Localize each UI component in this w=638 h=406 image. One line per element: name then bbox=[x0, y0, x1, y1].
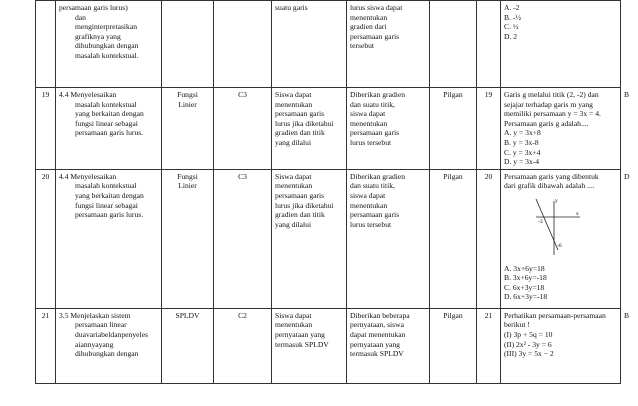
question-line: D. 2 bbox=[504, 31, 518, 41]
indikator-line: persamaan garis bbox=[275, 109, 325, 119]
cell-no-soal: 20 bbox=[477, 169, 501, 308]
cell-kd bbox=[56, 1, 162, 88]
cell-no: 20 bbox=[36, 169, 56, 308]
stimulus-line: menentukan bbox=[350, 200, 388, 210]
cell-stimulus bbox=[347, 88, 430, 170]
stimulus-line: persamaan garis bbox=[350, 128, 400, 138]
kd-line: fungsi linear sebagai bbox=[75, 118, 138, 128]
question-text-line: Persamaan garis yang dibentuk bbox=[504, 171, 599, 181]
indikator-line: gradien dan titik bbox=[275, 128, 325, 138]
indikator-line: menentukan bbox=[275, 320, 313, 330]
question-line: D. 6x+3y=-18 bbox=[504, 292, 548, 302]
kd-line: menginterpretasikan bbox=[75, 22, 137, 32]
question-line: B. y = 3x-8 bbox=[504, 137, 539, 147]
kd-line: 4.4 Menyelesaikan bbox=[59, 171, 117, 181]
stimulus-line: siswa dapat bbox=[350, 109, 386, 119]
question-line: memiliki persamaan y = 3x = 4. bbox=[504, 109, 601, 119]
kd-line: 4.4 Menyelesaikan bbox=[59, 90, 117, 99]
materi-line: Linier bbox=[178, 99, 197, 109]
indikator-line: yang dilalui bbox=[275, 137, 312, 147]
question-line: A. -2 bbox=[504, 3, 520, 12]
kd-line: masalah kontekstual bbox=[75, 181, 137, 191]
indikator-line: pernyataan yang bbox=[275, 329, 325, 339]
table-row: 21 3.5 Menjelaskan sistem persamaan linear duavariabeldanpenyeles aiannyayang dihubungkan dengan SPLDV C2 Siswa dapat menentukan pernyataan yang termasuk SPLDV Diberikan beberapa pernyataan, siswa dapat menentukan pernyataan yang termasuk SPLDV Pilgan 21 Perhatikan persamaan-persamaan berikut ! (I) 3p + 5q = 10 (II) 2x² - 3y = 6 (III) 3y = 5x − 2 B bbox=[36, 308, 621, 383]
cell-indikator bbox=[272, 1, 347, 88]
indikator-line: lurus jika diketahui bbox=[275, 200, 334, 210]
kd-line: fungsi linear sebagai bbox=[75, 200, 138, 210]
cell-bentuk: Pilgan bbox=[430, 169, 477, 308]
table-body bbox=[36, 1, 630, 384]
indikator-line: termasuk SPLDV bbox=[275, 339, 329, 349]
question-line: C. ½ bbox=[504, 22, 519, 32]
kd-line: dan bbox=[75, 12, 86, 22]
stimulus-line: Diberikan gradien bbox=[350, 171, 406, 181]
stimulus-line: dan suatu titik, bbox=[350, 99, 395, 109]
materi-line: Fungsi bbox=[177, 171, 198, 181]
cell-level: C2 bbox=[214, 308, 272, 383]
question-line: (I) 3p + 5q = 10 bbox=[504, 329, 553, 339]
question-line: B. -½ bbox=[504, 12, 522, 22]
cell-no-soal: 21 bbox=[477, 308, 501, 383]
stimulus-line: Diberikan beberapa bbox=[350, 310, 410, 320]
cell-level: C3 bbox=[214, 169, 272, 308]
question-line: berikut ! bbox=[504, 320, 530, 330]
cell-bentuk: Pilgan bbox=[430, 308, 477, 383]
question-line: C. 6x+3y=18 bbox=[504, 282, 545, 292]
cell-kd bbox=[56, 308, 162, 383]
question-line: A. y = 3x+8 bbox=[504, 128, 541, 138]
question-line: D. y = 3x-4 bbox=[504, 157, 540, 167]
cell-materi bbox=[162, 169, 214, 308]
kd-line: persamaan garis lurus. bbox=[75, 210, 144, 220]
cell-materi bbox=[162, 1, 214, 88]
table-row: 19 4.4 Menyelesaikan masalah kontekstual yang berkaitan dengan fungsi linear sebagai persamaan garis lurus. Fungsi Linier C3 Siswa dapat menentukan persamaan garis lurus jika diketahui gradien dan titik yang dilalui Diberikan gradien dan suatu titik, siswa dapat menentukan persamaan garis lurus tersebut Pilgan 19 Garis g melalui titik (2, -2) dan sejajar terhadap garis m yang memiliki persamaan y = 3x = 4. Persamaan garis g adalah.... A. y = 3x+8 B. y = 3x-8 C. y = 3x+4 D. y = 3x-4 B bbox=[36, 88, 621, 170]
y-intercept-label: -6 bbox=[557, 242, 562, 249]
exam-grid-table bbox=[35, 0, 630, 384]
stimulus-line: lurus siswa dapat bbox=[350, 3, 403, 12]
kd-line: persamaan garis lurus) bbox=[59, 3, 128, 12]
kd-line: 3.5 Menjelaskan sistem bbox=[59, 310, 131, 320]
cell-bentuk: Pilgan bbox=[430, 88, 477, 170]
materi-line: Fungsi bbox=[177, 90, 198, 99]
question-line: sejajar terhadap garis m yang bbox=[504, 99, 593, 109]
cell-materi bbox=[162, 308, 214, 383]
cell-soal bbox=[501, 1, 621, 88]
materi-line: Linier bbox=[178, 181, 197, 191]
cell-kd bbox=[56, 169, 162, 308]
kd-line: yang berkaitan dengan bbox=[75, 190, 144, 200]
kd-line: dihubungkan dengan bbox=[75, 349, 139, 359]
question-line: Persamaan garis g adalah.... bbox=[504, 118, 589, 128]
stimulus-line: dapat menentukan bbox=[350, 329, 406, 339]
kd-line: grafiknya yang bbox=[75, 31, 121, 41]
table-row: 20 4.4 Menyelesaikan masalah kontekstual yang berkaitan dengan fungsi linear sebagai persamaan garis lurus. Fungsi Linier C3 Siswa dapat menentukan persamaan garis lurus jika diketahui gradien dan titik yang dilalui Diberikan gradien dan suatu titik, siswa dapat menentukan persamaan garis lurus tersebut Pilgan 20 Persamaan garis yang dibentuk dari grafik dibawah adalah .... y x -3 -6 A. 3x+6y=18 B. 3x+6y=-18 C. 6x+3y=18 D. 6x+3y=-18 D bbox=[36, 169, 621, 308]
cell-stimulus bbox=[347, 1, 430, 88]
cell-bentuk bbox=[430, 1, 477, 88]
cell-no-soal: 19 bbox=[477, 88, 501, 170]
stimulus-line: persamaan garis bbox=[350, 31, 400, 41]
cell-stimulus bbox=[347, 169, 430, 308]
indikator-line: menentukan bbox=[275, 99, 313, 109]
indikator-line: yang dilalui bbox=[275, 219, 312, 229]
stimulus-line: menentukan bbox=[350, 118, 388, 128]
question-line: B. 3x+6y=-18 bbox=[504, 273, 547, 283]
stimulus-line: pernyataan, siswa bbox=[350, 320, 404, 330]
indikator-line: menentukan bbox=[275, 181, 313, 191]
indikator-line: Siswa dapat bbox=[275, 90, 312, 99]
indikator-line: Siswa dapat bbox=[275, 171, 312, 181]
cell-materi bbox=[162, 88, 214, 170]
cell-soal bbox=[501, 169, 621, 308]
stimulus-line: siswa dapat bbox=[350, 190, 386, 200]
cell-level: C3 bbox=[214, 88, 272, 170]
line-graph-figure bbox=[526, 195, 582, 257]
question-text-line: dari grafik dibawah adalah .... bbox=[504, 181, 595, 191]
y-axis-label: y bbox=[555, 197, 558, 204]
stimulus-line: termasuk SPLDV bbox=[350, 349, 404, 359]
question-line: (II) 2x² - 3y = 6 bbox=[504, 339, 552, 349]
cell-no-soal bbox=[477, 1, 501, 88]
cell-indikator bbox=[272, 308, 347, 383]
cell-soal bbox=[501, 308, 621, 383]
stimulus-line: lurus tersebut bbox=[350, 219, 392, 229]
kd-line: aiannyayang bbox=[75, 339, 114, 349]
question-line: Perhatikan persamaan-persamaan bbox=[504, 310, 606, 320]
stimulus-line: tersebut bbox=[350, 41, 375, 51]
cell-level bbox=[214, 1, 272, 88]
kd-line: masalah kontekstual. bbox=[75, 50, 139, 60]
cell-stimulus bbox=[347, 308, 430, 383]
cell-no bbox=[36, 1, 56, 88]
indikator-line: lurus jika diketahui bbox=[275, 118, 334, 128]
stimulus-line: persamaan garis bbox=[350, 210, 400, 220]
question-line: C. y = 3x+4 bbox=[504, 147, 541, 157]
indikator-line: gradien dan titik bbox=[275, 210, 325, 220]
materi-line: SPLDV bbox=[175, 310, 200, 320]
question-line: (III) 3y = 5x − 2 bbox=[504, 349, 554, 359]
cell-no: 19 bbox=[36, 88, 56, 170]
kd-line: duavariabeldanpenyeles bbox=[75, 329, 148, 339]
kd-line: persamaan garis lurus. bbox=[75, 128, 144, 138]
stimulus-line: Diberikan gradien bbox=[350, 90, 406, 99]
stimulus-line: gradien dari bbox=[350, 22, 387, 32]
stimulus-line: menentukan bbox=[350, 12, 388, 22]
x-axis-label: x bbox=[576, 210, 579, 217]
stimulus-line: lurus tersebut bbox=[350, 137, 392, 147]
cell-indikator bbox=[272, 169, 347, 308]
indikator-line: suatu garis bbox=[275, 3, 308, 12]
stimulus-line: pernyataan yang bbox=[350, 339, 400, 349]
kd-line: yang berkaitan dengan bbox=[75, 109, 144, 119]
x-intercept-label: -3 bbox=[538, 218, 543, 225]
cell-no: 21 bbox=[36, 308, 56, 383]
kd-line: persamaan linear bbox=[75, 320, 127, 330]
stimulus-line: dan suatu titik, bbox=[350, 181, 395, 191]
kd-line: masalah kontekstual bbox=[75, 99, 137, 109]
cell-indikator bbox=[272, 88, 347, 170]
question-line: A. 3x+6y=18 bbox=[504, 263, 545, 273]
table-row bbox=[36, 1, 621, 88]
indikator-line: persamaan garis bbox=[275, 190, 325, 200]
question-line: Garis g melalui titik (2, -2) dan bbox=[504, 90, 599, 99]
cell-soal bbox=[501, 88, 621, 170]
indikator-line: Siswa dapat bbox=[275, 310, 312, 320]
kd-line: dihubungkan dengan bbox=[75, 41, 139, 51]
cell-kd bbox=[56, 88, 162, 170]
